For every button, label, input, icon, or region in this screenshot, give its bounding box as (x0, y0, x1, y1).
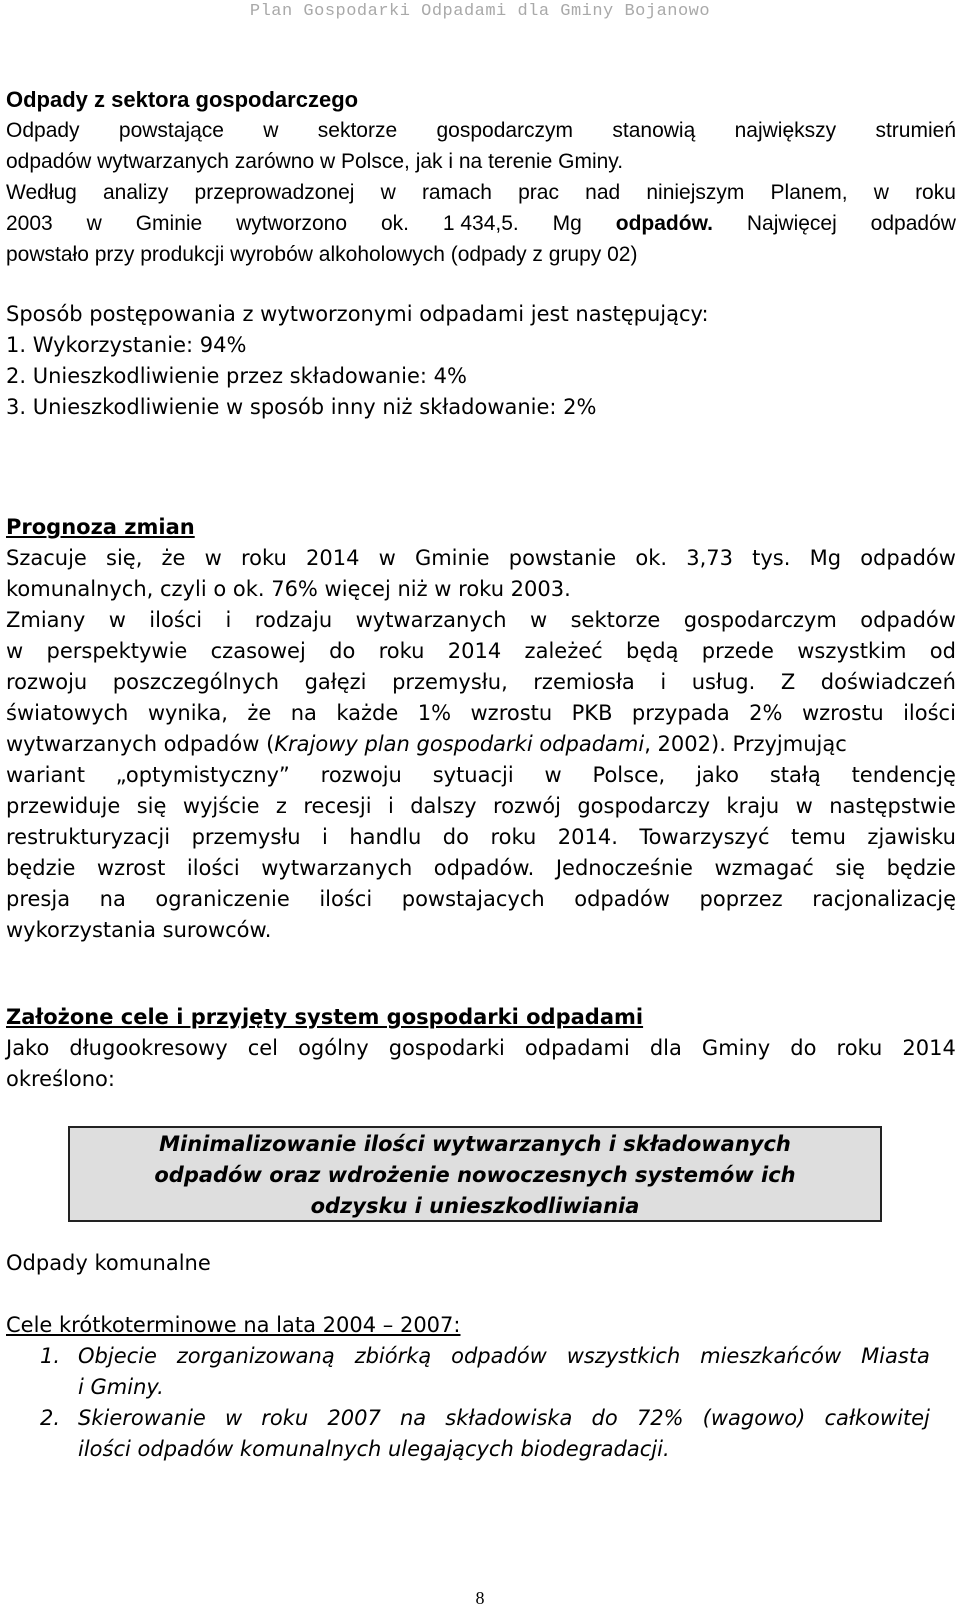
word: wynika, (147, 701, 228, 725)
word: w (530, 608, 548, 632)
word: na (290, 701, 317, 725)
word: Mg (552, 212, 582, 235)
word: stałą (769, 763, 821, 787)
word: 3,73 (686, 546, 733, 570)
word: gospodarki (388, 1036, 505, 1060)
goal-line: odpadów oraz wdrożenie nowoczesnych systemów ich (154, 1163, 796, 1187)
word: w (873, 181, 889, 204)
method-item: 3. Unieszkodliwienie w sposób inny niż składowanie: 2% (6, 395, 597, 419)
word: gałęzi (304, 670, 367, 694)
word: Polsce, (592, 763, 666, 787)
word: wzrostu (470, 701, 553, 725)
word: będzie (886, 856, 956, 880)
word: Szacuje (6, 546, 87, 570)
word: Skierowanie (78, 1406, 206, 1430)
word: i (660, 670, 667, 694)
word: przede (701, 639, 774, 663)
text-run: wytwarzanych odpadów ( (6, 732, 275, 756)
paragraph-line (6, 698, 956, 729)
paragraph-line (6, 208, 956, 239)
word: tys. (752, 546, 791, 570)
word: ogólny (298, 1036, 369, 1060)
word: ok. (635, 546, 668, 570)
word: rozwoju (6, 670, 88, 694)
paragraph-line: określono: (6, 1067, 115, 1091)
word: przemysłu (191, 825, 301, 849)
word: odpadami (524, 1036, 630, 1060)
word: strumień (875, 119, 956, 142)
list-line (78, 1341, 930, 1372)
word: roku (261, 1406, 309, 1430)
paragraph-line (6, 543, 956, 574)
word: rodzaju (254, 608, 333, 632)
word: sektorze (317, 119, 398, 142)
word: roku (836, 1036, 883, 1060)
word: odpadów (870, 212, 956, 235)
word: wzmagać (714, 856, 814, 880)
word: perspektywie (46, 639, 188, 663)
word: racjonalizację (812, 887, 956, 911)
list-line: ilości odpadów komunalnych ulegających biodegradacji. (78, 1437, 670, 1461)
short-term-goals (6, 1310, 956, 1465)
word: odpadów (451, 1344, 547, 1368)
goal-line: Minimalizowanie ilości wytwarzanych i składowanych (159, 1132, 791, 1156)
section-goals (6, 1002, 956, 1095)
word: 2014 (306, 546, 360, 570)
paragraph-line (6, 1033, 956, 1064)
word: że (247, 701, 272, 725)
word: w (380, 181, 396, 204)
word: zależeć (524, 639, 603, 663)
subsection-heading: Cele krótkoterminowe na lata 2004 – 2007: (6, 1313, 461, 1337)
word: i (322, 825, 328, 849)
word: 2007 (327, 1406, 381, 1430)
word: się (136, 794, 167, 818)
waste-methods (6, 299, 956, 423)
methods-intro: Sposób postępowania z wytworzonymi odpadami jest następujący: (6, 302, 709, 326)
word: przewiduje (6, 794, 121, 818)
word: Gminie (414, 546, 490, 570)
word: wzrost (96, 856, 166, 880)
word: Planem, (770, 181, 848, 204)
word: i (387, 794, 394, 818)
word: cel (247, 1036, 279, 1060)
word: rzemiosła (533, 670, 635, 694)
word: wariant (6, 763, 85, 787)
word: ograniczenie (155, 887, 290, 911)
word: Towarzyszyć (639, 825, 770, 849)
word: wytwarzanych (261, 856, 413, 880)
word: ilości (149, 608, 203, 632)
paragraph-line (6, 605, 956, 636)
word: recesji (303, 794, 372, 818)
word: na (99, 887, 126, 911)
word: jako (696, 763, 740, 787)
word: wszystkich (566, 1344, 681, 1368)
word: powstanie (508, 546, 617, 570)
word: w (86, 212, 102, 235)
word: wytworzono (236, 212, 348, 235)
word: usług. (691, 670, 756, 694)
word: Objecie (78, 1344, 157, 1368)
word: w (108, 608, 126, 632)
paragraph-line (6, 822, 956, 853)
section-heading: Założone cele i przyjęty system gospodarki odpadami (6, 1005, 644, 1029)
word: roku (240, 546, 287, 570)
word: wytwarzanych (355, 608, 507, 632)
word: wzrostu (801, 701, 884, 725)
method-item: 1. Wykorzystanie: 94% (6, 333, 247, 357)
paragraph-line (6, 791, 956, 822)
word: wszystkim (797, 639, 907, 663)
running-header: Plan Gospodarki Odpadami dla Gminy Bojanowo (249, 2, 711, 21)
word: odpadów (860, 608, 956, 632)
text-run: , 2002). Przyjmując (644, 732, 847, 756)
word: stanowią (612, 119, 696, 142)
word: następstwie (829, 794, 956, 818)
word: czasowej (210, 639, 306, 663)
word: zorganizowaną (176, 1344, 335, 1368)
word: 1 434,5. (442, 212, 519, 235)
word: Zmiany (6, 608, 86, 632)
word: poprzez (699, 887, 783, 911)
word: (wagowo) (702, 1406, 806, 1430)
word: temu (791, 825, 846, 849)
word: w (6, 639, 24, 663)
word: niniejszym (646, 181, 745, 204)
word: przeprowadzonej (194, 181, 355, 204)
word: na (399, 1406, 427, 1430)
citation-title: Krajowy plan gospodarki odpadami (274, 732, 645, 756)
word: Mg (809, 546, 842, 570)
word: roku (490, 825, 537, 849)
word: rozwój (493, 794, 561, 818)
word: prac (518, 181, 559, 204)
word: będzie (6, 856, 76, 880)
word: analizy (102, 181, 169, 204)
list-line: i Gminy. (78, 1375, 164, 1399)
word: Gminy (701, 1036, 771, 1060)
paragraph-line: komunalnych, czyli o ok. 76% więcej niż w roku 2003. (6, 577, 571, 601)
word: wyjście (182, 794, 260, 818)
word: przemysłu, (392, 670, 508, 694)
word: będą (626, 639, 679, 663)
word: długookresowy (69, 1036, 228, 1060)
word: 2014. (557, 825, 618, 849)
paragraph-line: powstało przy produkcji wyrobów alkoholowych (odpady z grupy 02) (6, 243, 638, 266)
list-line (78, 1403, 930, 1434)
paragraph-line (6, 853, 956, 884)
paragraph-line: odpadów wytwarzanych zarówno w Polsce, jak i na terenie Gminy. (6, 150, 624, 173)
list-item (6, 1341, 956, 1403)
word: i (225, 608, 232, 632)
word: do (442, 825, 469, 849)
section-heading: Prognoza zmian (6, 515, 195, 539)
section-forecast (6, 512, 956, 946)
section-sector (6, 84, 956, 270)
word: w (224, 1406, 243, 1430)
word: „optymistyczny” (115, 763, 290, 787)
word: składowiska (445, 1406, 573, 1430)
word: gospodarczy (577, 794, 711, 818)
word: Z (780, 670, 796, 694)
word: największy (734, 119, 837, 142)
paragraph-line (6, 177, 956, 208)
word: gospodarczym (436, 119, 574, 142)
word: odpadów (860, 546, 956, 570)
section-municipal (6, 1248, 956, 1279)
paragraph-line (6, 760, 956, 791)
word: ilości (903, 701, 956, 725)
word: powstajacych (401, 887, 545, 911)
word: rozwoju (320, 763, 402, 787)
word: 2014 (447, 639, 502, 663)
word: sytuacji (432, 763, 514, 787)
paragraph-line (6, 729, 956, 760)
word: do (329, 639, 356, 663)
paragraph-line (6, 667, 956, 698)
word: w (263, 119, 279, 142)
goal-highlight-box (68, 1126, 882, 1222)
word: dla (649, 1036, 682, 1060)
word: całkowitej (824, 1406, 930, 1430)
word: przypada (631, 701, 730, 725)
word: Najwięcej (746, 212, 837, 235)
word: 1% (417, 701, 452, 725)
section-heading: Odpady z sektora gospodarczego (6, 87, 359, 112)
word: sektorze (570, 608, 661, 632)
word: zbiórką (354, 1344, 432, 1368)
word: zjawisku (867, 825, 956, 849)
word: do (591, 1406, 618, 1430)
word: nad (585, 181, 621, 204)
word: roku (915, 181, 956, 204)
word: 72% (636, 1406, 684, 1430)
word: tendencję (851, 763, 956, 787)
word: ilości (319, 887, 373, 911)
word: się, (106, 546, 143, 570)
list-item (6, 1403, 956, 1465)
word: kraju (726, 794, 780, 818)
word: Jednocześnie (555, 856, 693, 880)
word: odpadów. (615, 212, 713, 235)
list-number: 1. (40, 1344, 61, 1368)
word: w (795, 794, 813, 818)
word: światowych (6, 701, 129, 725)
paragraph-line (6, 884, 956, 915)
word: w (544, 763, 562, 787)
section-heading: Odpady komunalne (6, 1251, 211, 1275)
method-item: 2. Unieszkodliwienie przez składowanie: 4% (6, 364, 467, 388)
word: gospodarczym (683, 608, 837, 632)
paragraph-line: wykorzystania surowców. (6, 918, 272, 942)
word: w (204, 546, 222, 570)
word: restrukturyzacji (6, 825, 171, 849)
word: 2003 (6, 212, 53, 235)
word: roku (378, 639, 425, 663)
word: ramach (421, 181, 492, 204)
word: że (161, 546, 186, 570)
word: powstające (118, 119, 224, 142)
word: każde (336, 701, 399, 725)
word: w (378, 546, 396, 570)
word: ilości (186, 856, 240, 880)
word: mieszkańców (700, 1344, 842, 1368)
goal-line: odzysku i unieszkodliwiania (310, 1194, 640, 1218)
word: doświadczeń (820, 670, 956, 694)
word: 2% (749, 701, 783, 725)
word: presja (6, 887, 71, 911)
word: PKB (571, 701, 613, 725)
word: od (929, 639, 956, 663)
word: do (790, 1036, 817, 1060)
list-number: 2. (40, 1406, 61, 1430)
word: handlu (349, 825, 422, 849)
word: Według (6, 181, 77, 204)
word: poszczególnych (112, 670, 280, 694)
word: dalszy (410, 794, 477, 818)
word: odpadów. (433, 856, 535, 880)
page-number: 8 (475, 1588, 485, 1608)
word: ok. (380, 212, 409, 235)
word: się (835, 856, 866, 880)
word: Jako (6, 1036, 50, 1060)
word: Miasta (861, 1344, 930, 1368)
word: Odpady (6, 119, 80, 142)
word: 2014 (902, 1036, 956, 1060)
word: z (275, 794, 287, 818)
paragraph-line (6, 636, 956, 667)
paragraph-line (6, 115, 956, 146)
word: Gminie (135, 212, 203, 235)
word: odpadów (574, 887, 670, 911)
